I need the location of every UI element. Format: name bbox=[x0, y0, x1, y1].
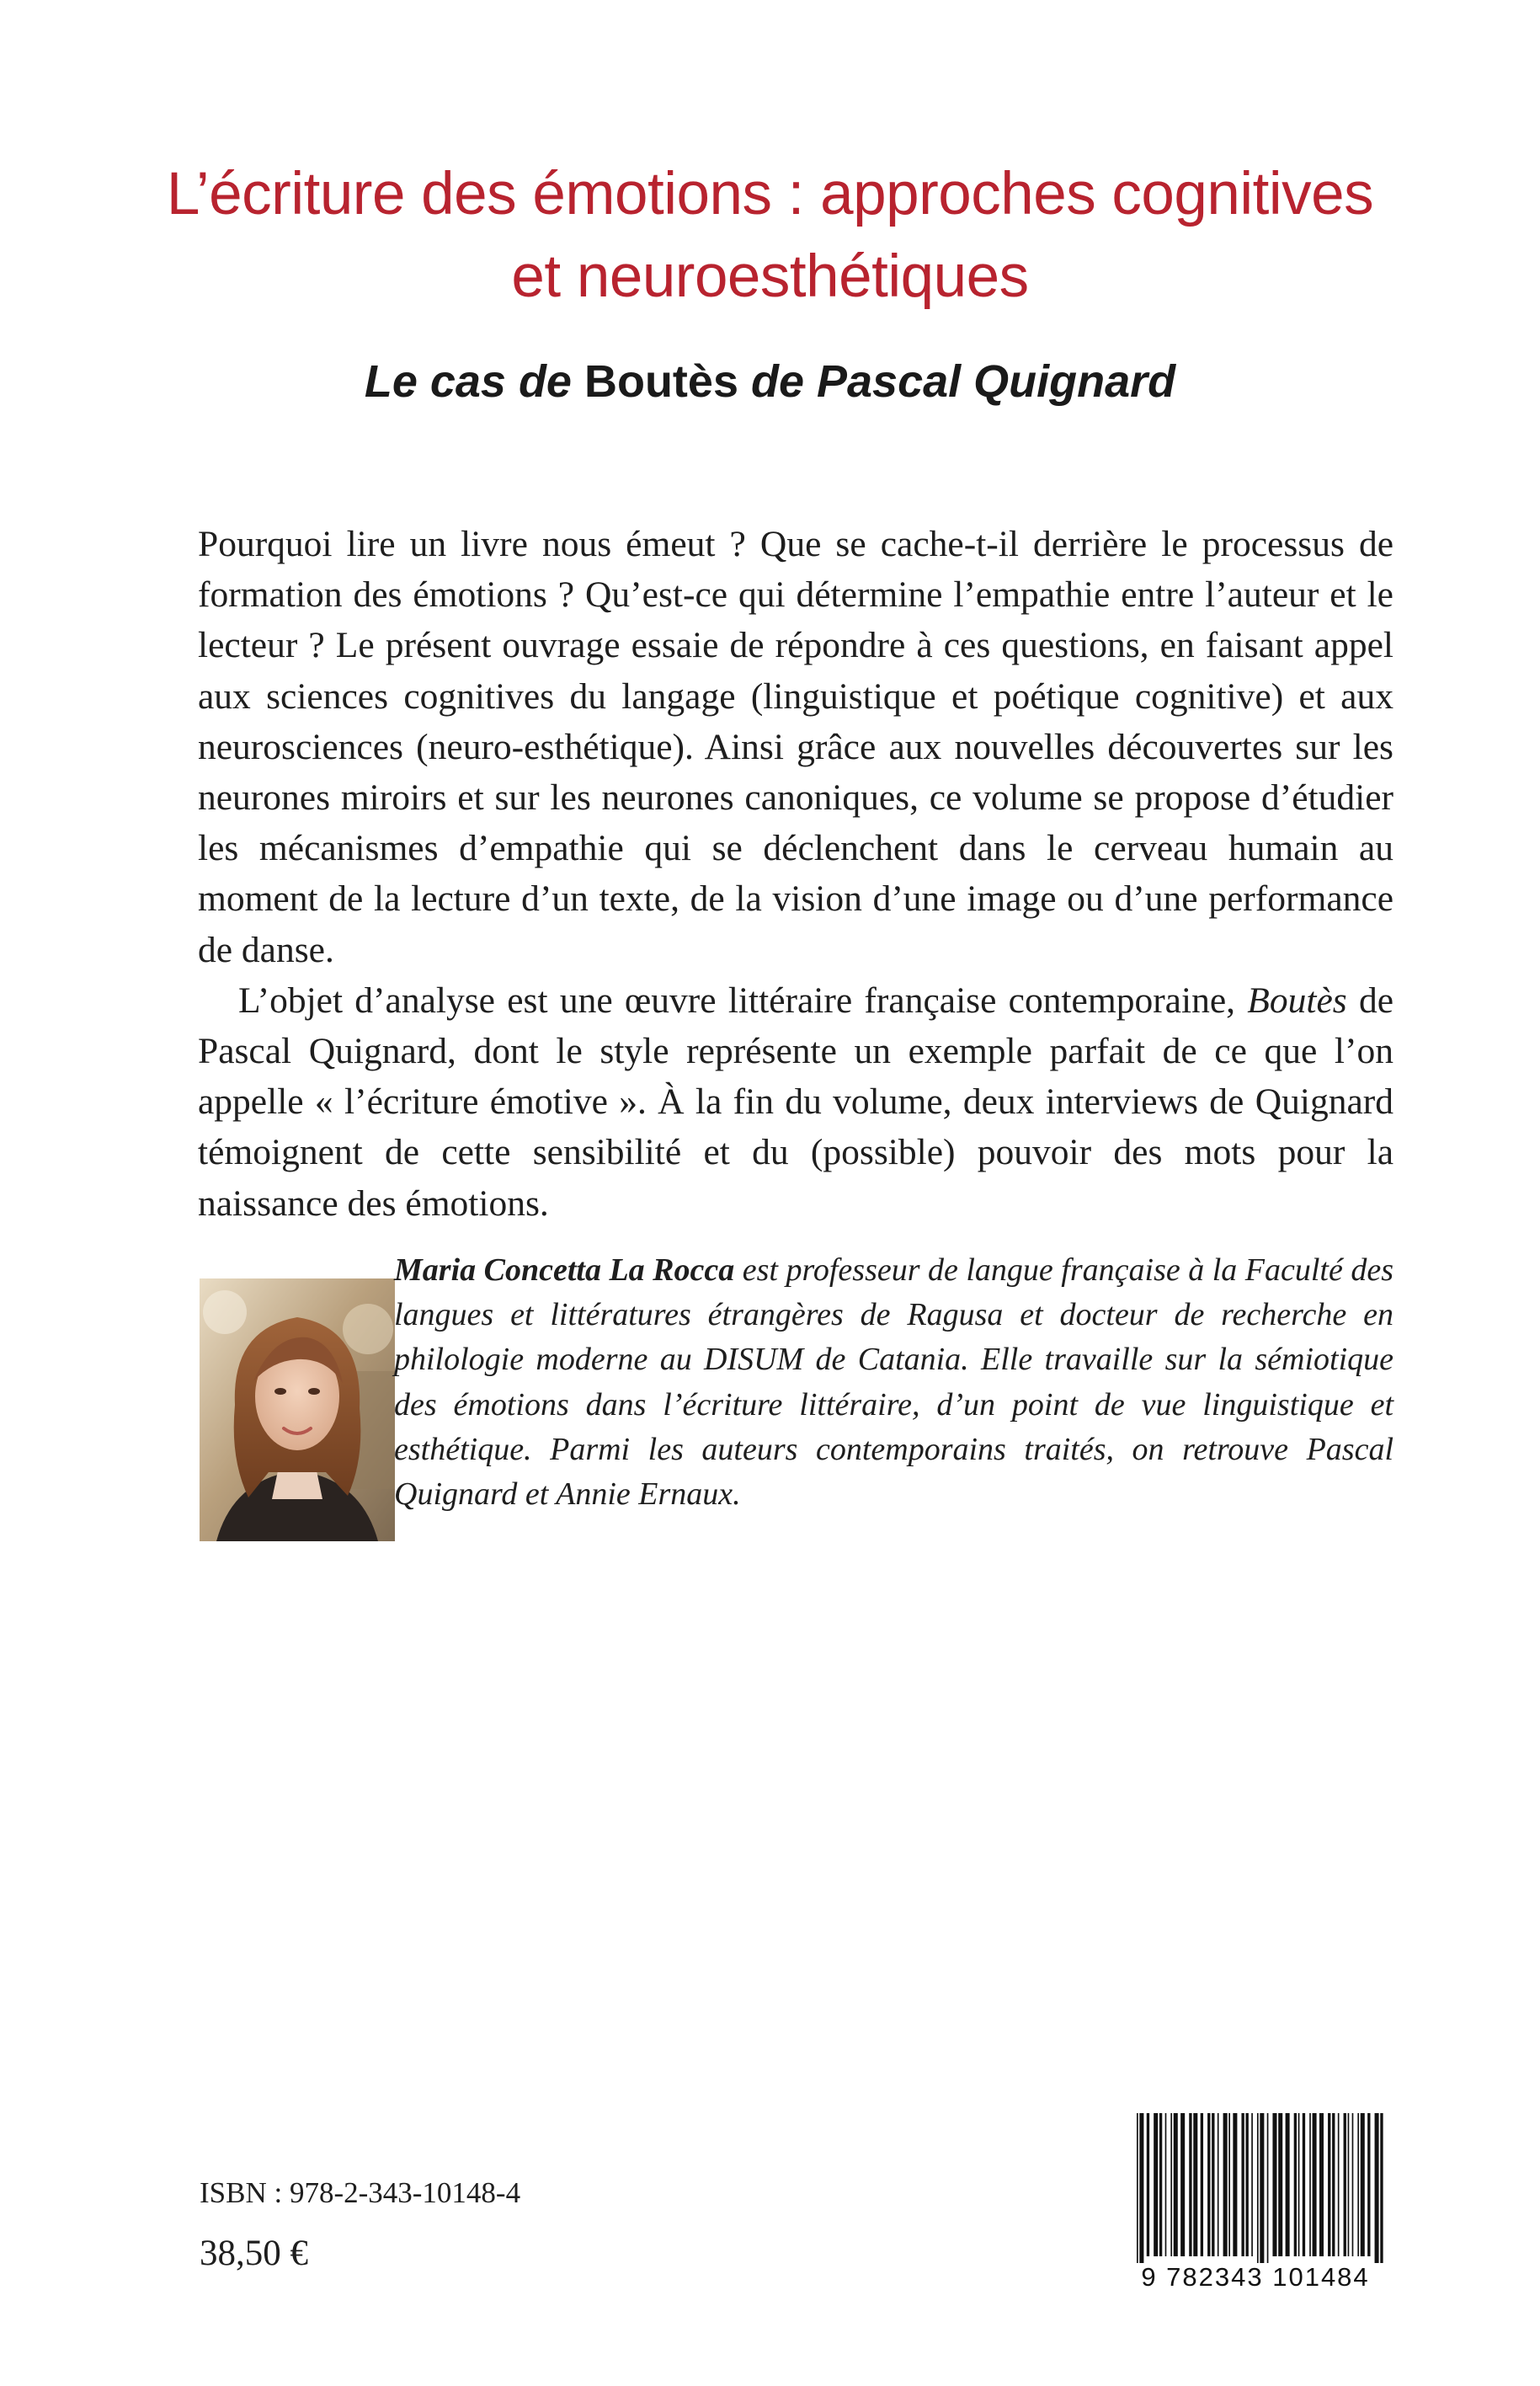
barcode-bar bbox=[1159, 2113, 1162, 2256]
barcode-bar bbox=[1313, 2113, 1317, 2256]
barcode-bar bbox=[1309, 2113, 1311, 2256]
barcode-bar bbox=[1380, 2113, 1383, 2263]
barcode-bar bbox=[1139, 2113, 1143, 2263]
barcode-bar bbox=[1348, 2113, 1350, 2256]
barcode-bar bbox=[1361, 2113, 1365, 2256]
book-blurb bbox=[198, 519, 1393, 1229]
price: 38,50 € bbox=[200, 2234, 308, 2273]
barcode-bar bbox=[1294, 2113, 1297, 2256]
barcode-bar bbox=[1228, 2113, 1230, 2256]
blurb-paragraph-2-end: de Pascal Quignard, dont le style représente un exemple parfait de ce que l’on appelle « l’écriture émotive ». À la fin du volume, deux interviews de Quignard témoignent de cette sensibilité et du (possible) pouvoir des mots pour la naissance des émotions. bbox=[198, 979, 1394, 1224]
barcode-bar bbox=[1218, 2113, 1219, 2256]
subtitle-work-title: Boutès bbox=[583, 356, 738, 407]
barcode-bar bbox=[1352, 2113, 1354, 2256]
barcode-bar bbox=[1338, 2113, 1340, 2256]
barcode-bar bbox=[1189, 2113, 1191, 2256]
barcode-bar bbox=[1193, 2113, 1197, 2256]
barcode-bar bbox=[1375, 2113, 1379, 2263]
barcode-bar bbox=[1154, 2113, 1158, 2256]
barcode-bar bbox=[1328, 2113, 1330, 2256]
blurb-work-title: Boutès bbox=[1247, 979, 1347, 1021]
barcode-bar bbox=[1241, 2113, 1244, 2256]
barcode-bar bbox=[1233, 2113, 1237, 2256]
barcode-bar bbox=[1246, 2113, 1249, 2256]
barcode-bar bbox=[1212, 2113, 1214, 2256]
book-title-line-2: et neuroesthétiques bbox=[511, 243, 1029, 310]
author-photo bbox=[200, 1278, 395, 1541]
author-bio bbox=[394, 1248, 1393, 1517]
barcode-bar bbox=[1303, 2113, 1305, 2256]
barcode-bar bbox=[1257, 2113, 1259, 2263]
barcode-bar bbox=[1357, 2113, 1359, 2256]
barcode-bar bbox=[1367, 2113, 1370, 2256]
barcode-bars bbox=[1137, 2113, 1386, 2263]
subtitle-part-1: Le cas de bbox=[364, 356, 584, 407]
barcode-bar bbox=[1174, 2113, 1178, 2256]
blurb-paragraph-2 bbox=[198, 975, 1393, 1229]
book-subtitle bbox=[0, 352, 1540, 411]
barcode-bar bbox=[1180, 2113, 1185, 2256]
author-bio-text: est professeur de langue française à la Faculté des langues et littératures étrangères de Ragusa et docteur de recherche en philologie moderne au DISUM de Catania. Elle travaille sur la sémiotique des émotions dans l’écriture littéraire, d’un point de vue linguistique et esthétique. Parmi les auteurs contemporains traités, on retrouve Pascal Quignard et Annie Ernaux. bbox=[394, 1252, 1393, 1513]
barcode-bar bbox=[1344, 2113, 1346, 2256]
barcode-bar bbox=[1201, 2113, 1203, 2256]
barcode-bar bbox=[1332, 2113, 1335, 2256]
barcode-bar bbox=[1260, 2113, 1264, 2263]
barcode-bar bbox=[1223, 2113, 1228, 2256]
barcode-bar bbox=[1278, 2113, 1282, 2256]
barcode-digits: 9 782343 101484 bbox=[1141, 2262, 1370, 2292]
barcode-bar bbox=[1272, 2113, 1276, 2256]
barcode-bar bbox=[1137, 2113, 1138, 2263]
barcode-bar bbox=[1267, 2113, 1269, 2263]
blurb-paragraph-2-start: L’objet d’analyse est une œuvre littéraire française contemporaine, bbox=[238, 979, 1248, 1021]
barcode-bar bbox=[1286, 2113, 1290, 2256]
barcode bbox=[1120, 2108, 1391, 2294]
isbn: ISBN : 978-2-343-10148-4 bbox=[200, 2176, 521, 2209]
book-title-line-1: L’écriture des émotions : approches cognitives bbox=[166, 161, 1374, 227]
barcode-bar bbox=[1170, 2113, 1172, 2256]
barcode-bar bbox=[1298, 2113, 1300, 2256]
barcode-bar bbox=[1165, 2113, 1167, 2256]
barcode-bar bbox=[1147, 2113, 1149, 2256]
barcode-bar bbox=[1207, 2113, 1210, 2256]
blurb-paragraph-1: Pourquoi lire un livre nous émeut ? Que se cache-t-il derrière le processus de formation des émotions ? Qu’est-ce qui détermine l’empathie entre l’auteur et le lecteur ? Le présent ouvrage essaie de répondre à ces questions, en faisant appel aux sciences cognitives du langage (linguistique et poétique cognitive) et aux neurosciences (neuro-esthétique). Ainsi grâce aux nouvelles découvertes sur les neurones miroirs et sur les neurones canoniques, ce volume se propose d’étudier les mécanismes d’empathie qui se déclenchent dans le cerveau humain au moment de la lecture d’un texte, de la vision d’une image ou d’une performance de danse. bbox=[198, 524, 1393, 970]
barcode-bar bbox=[1319, 2113, 1324, 2256]
barcode-bar bbox=[1251, 2113, 1253, 2256]
subtitle-part-2: de Pascal Quignard bbox=[738, 356, 1176, 407]
author-name: Maria Concetta La Rocca bbox=[394, 1252, 735, 1288]
